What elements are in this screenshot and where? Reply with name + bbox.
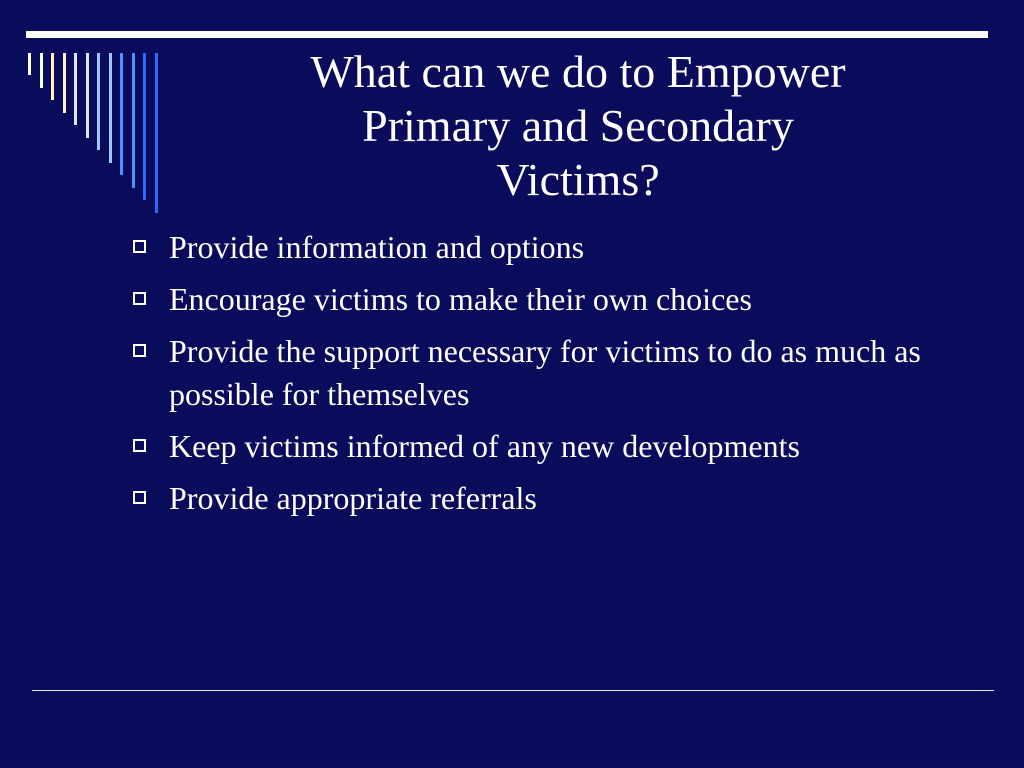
bullet-text: Encourage victims to make their own choices [169, 281, 752, 317]
bullet-text: Provide the support necessary for victims to do as much as possible for themselves [169, 333, 921, 412]
hollow-square-icon [133, 491, 146, 504]
title-line-2: Primary and Secondary [362, 100, 794, 151]
stripe [97, 53, 100, 150]
bullet-list [133, 226, 1013, 529]
stripe [155, 53, 158, 213]
title-line-3: Victims? [496, 154, 660, 205]
stripe [74, 53, 77, 125]
bullet-item [133, 425, 1013, 468]
bullet-text: Keep victims informed of any new developments [169, 428, 800, 464]
bullet-item [133, 477, 1013, 520]
bullet-text: Provide information and options [169, 229, 585, 265]
title-line-1: What can we do to Empower [310, 46, 846, 97]
stripe [143, 53, 146, 200]
stripe [40, 53, 43, 88]
bullet-text: Provide appropriate referrals [169, 480, 537, 516]
hollow-square-icon [133, 344, 146, 357]
slide-title [178, 45, 978, 207]
stripe [86, 53, 89, 138]
stripe [63, 53, 66, 113]
stripe [120, 53, 123, 175]
stripe [51, 53, 54, 100]
bullet-item [133, 226, 1013, 269]
bullet-item [133, 278, 1013, 321]
bullet-item [133, 330, 1013, 416]
stripe [28, 53, 31, 75]
hollow-square-icon [133, 292, 146, 305]
top-rule [26, 31, 988, 38]
hollow-square-icon [133, 240, 146, 253]
stripe [109, 53, 112, 163]
hollow-square-icon [133, 439, 146, 452]
stripe [132, 53, 135, 188]
bottom-rule [32, 690, 994, 691]
